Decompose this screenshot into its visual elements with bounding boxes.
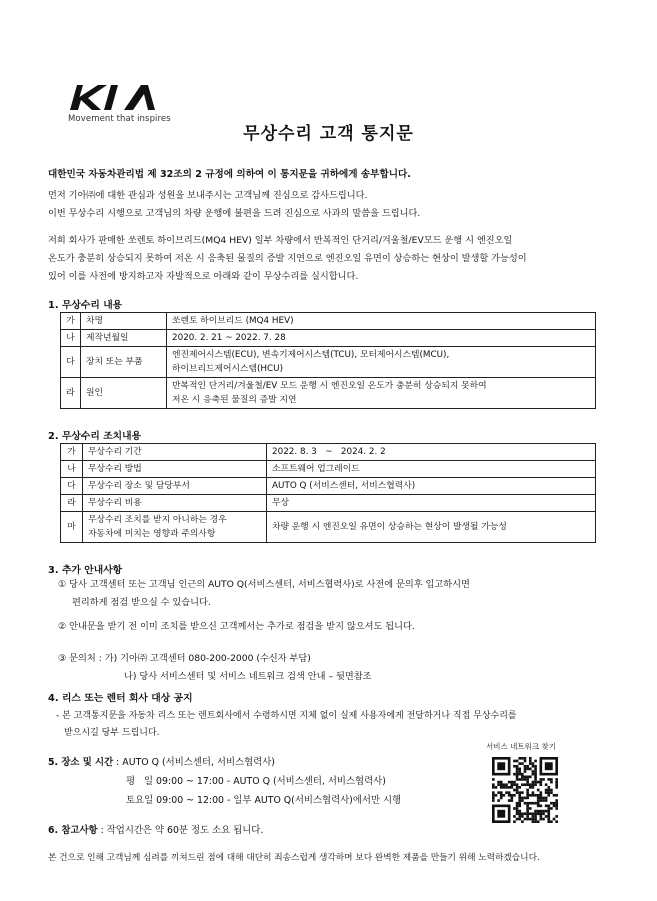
list-item-continuation: 편리하게 점검 받으실 수 있습니다. xyxy=(72,597,211,608)
list-item-continuation: 나) 당사 서비스센터 및 서비스 네트워크 검색 안내 – 뒷면참조 xyxy=(124,671,372,682)
row-value: 쏘렌토 하이브리드 (MQ4 HEV) xyxy=(167,313,596,330)
row-value: 소프트웨어 업그레이드 xyxy=(267,461,596,478)
lease-notice-line: - 본 고객통지문을 자동차 리스 또는 렌트회사에서 수령하시면 지체 없이 실제 사용자에게 전달하거나 직접 무상수리를 xyxy=(56,711,517,721)
row-label: 무상수리 방법 xyxy=(83,461,267,478)
row-label-line: 무상수리 조치를 받지 아니하는 경우 xyxy=(88,515,227,525)
row-label: 무상수리 비용 xyxy=(83,495,267,512)
weekday-label: 평 일 xyxy=(126,776,154,787)
closing-statement: 본 건으로 인해 고객님께 심려를 끼쳐드린 점에 대해 대단히 죄송스럽게 생각하며 보다 완벽한 제품을 만들기 위해 노력하겠습니다. xyxy=(48,853,540,863)
row-label: 무상수리 장소 및 담당부서 xyxy=(83,478,267,495)
weekday-hours: 09:00 ~ 17:00 - AUTO Q (서비스센터, 서비스협력사) xyxy=(156,776,386,787)
section-title: 2. 무상수리 조치내용 xyxy=(48,431,142,442)
section-title: 3. 추가 안내사항 xyxy=(48,565,123,576)
body-paragraph xyxy=(48,232,527,286)
page-title: 무상수리 고객 통지문 xyxy=(243,124,414,144)
place-value: : AUTO Q (서비스센터, 서비스협력사) xyxy=(116,757,275,768)
table-row xyxy=(61,313,596,330)
body-line: 저희 회사가 판매한 쏘렌토 하이브리드(MQ4 HEV) 일부 차량에서 반복적인 단거리/겨울철/EV모드 운행 시 엔진오일 xyxy=(48,235,513,246)
row-index: 라 xyxy=(61,378,81,409)
qr-caption: 서비스 네트워크 찾기 xyxy=(486,742,556,751)
intro-line: 먼저 기아㈜에 대한 관심과 성원을 보내주시는 고객님께 진심으로 감사드립니다. xyxy=(48,190,368,201)
legal-notice: 대한민국 자동차관리법 제 32조의 2 규정에 의하여 이 통지문을 귀하에게 송부합니다. xyxy=(48,169,411,180)
table-row xyxy=(61,461,596,478)
row-value-line: 엔진제어시스템(ECU), 변속기제어시스템(TCU), 모터제어시스템(MCU), xyxy=(172,350,450,360)
table-row xyxy=(61,478,596,495)
row-value-line: 반복적인 단거리/겨울철/EV 모드 운행 시 엔진오일 온도가 충분히 상승되지 못하여 xyxy=(172,381,487,391)
repair-content-table xyxy=(60,312,596,409)
table-row xyxy=(61,347,596,378)
row-index: 가 xyxy=(61,313,81,330)
row-index: 마 xyxy=(61,512,83,543)
lease-notice-line: 받으시길 당부 드립니다. xyxy=(64,728,160,738)
row-value xyxy=(167,347,596,378)
section-title: 1. 무상수리 내용 xyxy=(48,300,123,311)
row-label: 무상수리 기간 xyxy=(83,444,267,461)
row-value-line: 저온 시 응축된 물질의 증발 지연 xyxy=(172,395,297,405)
row-index: 다 xyxy=(61,347,81,378)
list-item: ③ 문의처 : 가) 기아㈜ 고객센터 080-200-2000 (수신자 부담) xyxy=(58,653,311,664)
section-title: 4. 리스 또는 렌터 회사 대상 공지 xyxy=(48,693,193,704)
table-row xyxy=(61,512,596,543)
body-line: 온도가 충분히 상승되지 못하여 저온 시 응축된 물질의 증발 지연으로 엔진오일 유면이 상승하는 현상이 발생할 가능성이 xyxy=(48,253,527,264)
reference-label: 6. 참고사항 xyxy=(48,825,98,836)
table-row xyxy=(61,495,596,512)
intro-line: 이번 무상수리 시행으로 고객님의 차량 운행에 불편을 드려 진심으로 사과의 말씀을 드립니다. xyxy=(48,208,421,219)
body-line: 있어 이를 사전에 방지하고자 자발적으로 아래와 같이 무상수리를 실시합니다. xyxy=(48,271,359,282)
intro-paragraph xyxy=(48,187,420,223)
row-index: 다 xyxy=(61,478,83,495)
list-item: ① 당사 고객센터 또는 고객님 인근의 AUTO Q(서비스센터, 서비스협력사)로 사전에 문의후 입고하시면 xyxy=(58,579,470,590)
row-index: 나 xyxy=(61,461,83,478)
table-row xyxy=(61,378,596,409)
row-index: 나 xyxy=(61,330,81,347)
row-label: 차명 xyxy=(81,313,167,330)
row-label: 제작년월일 xyxy=(81,330,167,347)
place-time-label: 5. 장소 및 시간 xyxy=(48,757,114,768)
table-row xyxy=(61,444,596,461)
row-label xyxy=(83,512,267,543)
row-value-line: 하이브리드제어시스템(HCU) xyxy=(172,364,284,374)
brand-tagline: Movement that inspires xyxy=(68,114,171,124)
row-index: 가 xyxy=(61,444,83,461)
row-value: 2022. 8. 3 ~ 2024. 2. 2 xyxy=(267,444,596,461)
reference-note xyxy=(48,822,263,836)
row-value: 차량 운행 시 엔진오일 유면이 상승하는 현상이 발생될 가능성 xyxy=(267,512,596,543)
row-value: 2020. 2. 21 ~ 2022. 7. 28 xyxy=(167,330,596,347)
qr-code-icon xyxy=(492,757,558,823)
row-label-line: 자동차에 미치는 영향과 주의사항 xyxy=(88,529,216,539)
saturday-hours: 09:00 ~ 12:00 - 일부 AUTO Q(서비스협력사)에서만 시행 xyxy=(156,795,402,806)
row-value: 무상 xyxy=(267,495,596,512)
row-index: 라 xyxy=(61,495,83,512)
reference-value: : 작업시간은 약 60분 정도 소요 됩니다. xyxy=(100,825,264,836)
saturday-label: 토요일 xyxy=(126,795,154,806)
row-value xyxy=(167,378,596,409)
brand-header xyxy=(68,82,208,124)
list-item: ② 안내문을 받기 전 이미 조치를 받으신 고객께서는 추가로 점검을 받지 않으셔도 됩니다. xyxy=(58,621,415,632)
table-row xyxy=(61,330,596,347)
place-and-time xyxy=(48,753,401,810)
row-value: AUTO Q (서비스센터, 서비스협력사) xyxy=(267,478,596,495)
row-label: 원인 xyxy=(81,378,167,409)
lease-notice xyxy=(56,708,517,742)
repair-action-table xyxy=(60,443,596,543)
row-label: 장치 또는 부품 xyxy=(81,347,167,378)
kia-logo-icon xyxy=(68,82,172,112)
